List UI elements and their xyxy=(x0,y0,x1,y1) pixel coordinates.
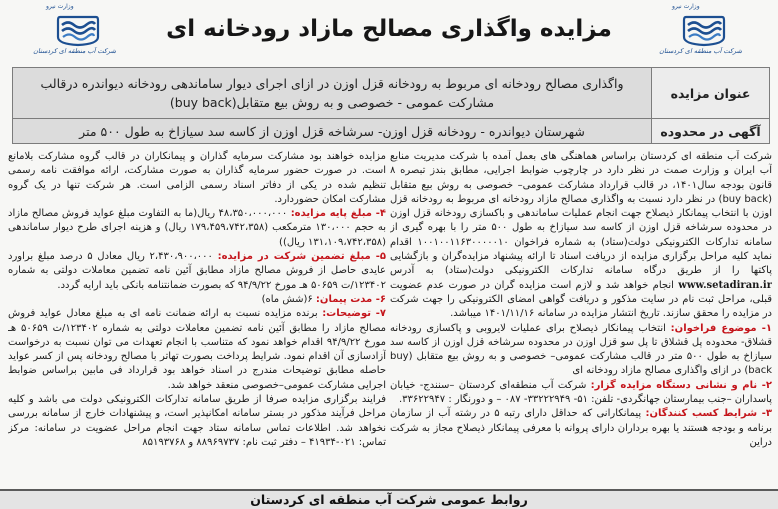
notice-area-label: آگهی در محدوده xyxy=(651,119,769,143)
list-item xyxy=(8,293,386,307)
company-logo-right xyxy=(659,3,742,63)
item-label: ۳- شرایط کسب کنندگان: xyxy=(645,408,772,420)
intro-paragraph xyxy=(390,150,772,322)
item-text: انتخاب پیمانکار ذیصلاح برای عملیات لایروبی و پاکسازی رودخانه قشلاق- محدوده پل قشلاق تا پل سو قزل اوزن در محدوده سرشاخه قزل اوزن از کاسه سد سیازاخ به طول ۵۰۰ متر در قالب مشارکت عمومی– خصوصی و به روش بیع متقابل (buy back) در ازای واگذاری مصالح مازاد رودخانه ای xyxy=(390,322,772,377)
item-label: ۶- مدت پیمان: xyxy=(315,293,386,305)
item-text: شرکت آب منطقه‌ای کردستان –سنندج- خیابان پاسداران –جنب بیمارستان جهانگردی- تلفن: ۵۱- ۳۳۲۲۲۹۴۹- ۰۸۷ – و دورنگار : ۳۳۶۲۲۹۴۷. xyxy=(390,379,772,406)
item-text: ۴۸،۳۵۰،۰۰۰،۰۰۰ ریال(ما به التفاوت مبلغ عواید فروش مصالح مازاد به حجم ۱۳۰،۰۰۰ مترمکعب (۱۷۹،۴۵۹،۷۴۲،۳۵۸ ریال) و هزینه اجرای طرح دیوار ساماندهی (۱۳۱،۱۰۹،۷۴۲،۳۵۸ ریال)) xyxy=(8,208,386,248)
setad-website-url: www.setadiran.ir xyxy=(678,279,772,291)
item-label: ۷- توضیحات: xyxy=(322,308,386,320)
public-relations-footer: روابط عمومی شرکت آب منطقه ای کردستان xyxy=(0,489,778,509)
ministry-label: وزارت نیرو xyxy=(46,3,74,10)
closing-paragraph xyxy=(8,393,386,450)
item-label: ۵- مبلغ تضمین شرکت در مزایده: xyxy=(217,251,386,263)
item-label: ۲- نام و نشانی دستگاه مزایده گزار: xyxy=(590,379,772,391)
list-item xyxy=(8,307,386,393)
body-column-left xyxy=(8,150,386,488)
table-row-notice-area xyxy=(13,118,769,143)
company-name-label: شرکت آب منطقه ای کردستان xyxy=(33,47,116,55)
continuation-paragraph: مزایده خواهند بود مشارکت سرمایه گذاران و پیمانکاران در قالب گروه مشارکت بلامانع است. در صورت حضور سرمایه گذاران به صورت مشارکت، ارائه موافقت نامه رسمی تنظیم شده در یکی از دفاتر اسناد رسمی الزامی است. هر شرکت تنها در یک گروه مشارکت امکان حضوردارد. xyxy=(8,151,386,205)
page-title: مزایده واگذاری مصالح مازاد رودخانه ای xyxy=(166,16,612,42)
table-row-auction-title xyxy=(13,68,769,118)
item-text: برنده مزایده نسبت به ارائه ضمانت نامه ای به مبلغ معادل عواید فروش مصالح مازاد را مطابق آئین نامه تضمین معاملات دولتی به شماره ۱۲۳۴۰۲/ت ۵۰۶۵۹ هـ مورخ ۹۴/۹/۲۲ اقدام خواهد نمود که متناسب با انجام تعهدات می توان نسبت به درخواست آزادسازی آن اقدام نمود. شرایط پرداخت بصورت تهاتر با مصالح رودخانه پس از کسر عواید حاصله مطابق توضیحات مندرج در اسناد خواهد بود قرارداد فی مابین براساس ضوابط اجرایی مشارکت عمومی–خصوصی منعقد خواهد شد. xyxy=(8,308,386,391)
list-item xyxy=(8,250,386,293)
notice-area-value: شهرستان دیواندره - رودخانه قزل اوزن- سرشاخه قزل اوزن از کاسه سد سیازاخ به طول ۵۰۰ متر xyxy=(79,123,585,139)
body-column-right xyxy=(390,150,772,488)
registration-office-contact: – دفتر ثبت نام: ۸۸۹۶۹۷۳۷ و ۸۵۱۹۳۷۶۸ xyxy=(142,436,306,448)
intro-text-before-url: شرکت آب منطقه ای کردستان براساس هماهنگی های بعمل آمده با شرکت مدیریت منابع آب ایران و وزارت صمت در نظر دارد در چارچوب ضوابط اجرایی، مطابق بندز تبصره ۸ قانون بودجه سال۱۴۰۱، در قالب قرارداد مشارکت عمومی– خصوصی به روش بیع متقابل (buy back) در نظر دارد نسبت به واگذاری مصالح مازاد رودخانه ای مربوط به رودخانه قزل اوزن با انتخاب پیمانکار ذیصلاح جهت انجام عملیات ساماندهی و باکسازی رودخانه قزل اوزن در محدوده سرشاخه قزل اوزن از کاسه سد سیازاخ به طول ۵۰۰ متر را با بهره گیری از سامانه تدارکات الکترونیکی دولت(ستاد) به شماره فراخوان ۱۰۰۱۰۰۱۱۶۳۰۰۰۰۰۱۰ اقدام نماید کلیه مراحل برگزاری مزایده از دریافت اسناد تا ارائه پیشنهاد مزایده‌گران و بازگشایی پاکتها را از طریق درگاه سامانه تدارکات الکترونیکی دولت(ستاد) به آدرس xyxy=(390,151,772,277)
item-text: ۶(شش ماه) xyxy=(261,293,313,305)
water-wave-logo-icon xyxy=(54,11,102,47)
item-text: پیمانکارانی که حداقل دارای رتبه ۵ در رشته آب از سازمان برنامه و بودجه هستند یا بهره برداران دارای پروانه با معرفی پیمانکار ذیصلاح مجاز به شرکت دراین xyxy=(390,408,772,448)
intro-text-after-url: انجام خواهد شد و لازم است مزایده گران در صورت عدم عضویت قبلی، مراحل ثبت نام در سایت مذکور و دریافت گواهی امضای الکترونیکی را جهت شرکت در مزایده را محقق سازند. تاریخ انتشار مزایده در سامانه ۱۴۰۱/۱۱/۱۶ میباشد. xyxy=(390,279,772,320)
list-item xyxy=(390,379,772,408)
list-item xyxy=(390,322,772,379)
company-logo-left xyxy=(33,3,116,63)
ministry-label: وزارت نیرو xyxy=(672,3,700,10)
water-wave-logo-icon xyxy=(680,11,728,47)
item-label: ۴- مبلغ پایه مزایده: xyxy=(290,208,386,220)
company-name-label: شرکت آب منطقه ای کردستان xyxy=(659,47,742,55)
list-item xyxy=(390,407,772,450)
item-label: ۱- موضوع فراخوان: xyxy=(670,322,772,334)
item-text: ۲،۴۳۰،۹۰۰،۰۰۰ ریال معادل ۵ درصد مبلغ براورد عایدی حاصل از فروش مصالح مازاد مطابق آئین نامه تضمین معاملات دولتی به شماره ۱۲۳۴۰۲/ت ۵۰۶۵۹ هـ مورخ ۹۴/۹/۲۲ که بصورت ضمانتنامه بانکی باید ارایه گردد. xyxy=(8,251,386,291)
auction-title-label: عنوان مزایده xyxy=(651,68,769,118)
auction-title-value: واگذاری مصالح رودخانه ای مربوط به رودخانه قزل اوزن در ازای اجرای دیوار ساماندهی رودخانه دیواندره درقالب مشارکت عمومی - خصوصی و به روش بیع متقابل(buy back) xyxy=(40,76,624,110)
notice-summary-table xyxy=(12,67,770,144)
list-item xyxy=(8,207,386,250)
closing-text: فرایند برگزاری مزایده صرفا از طریق سامانه تدارکات الکترونیکی دولت می باشد و کلیه مراحل فرآیند مذکور در بستر سامانه امکانپذیر است، و پیشنهادات خارج از سامانه بررسی نخواهد شد. اطلاعات تماس سامانه ستاد جهت انجام مراحل عضویت در سامانه: مرکز تماس: ۰۲۱-۴۱۹۳۴ xyxy=(8,394,386,448)
